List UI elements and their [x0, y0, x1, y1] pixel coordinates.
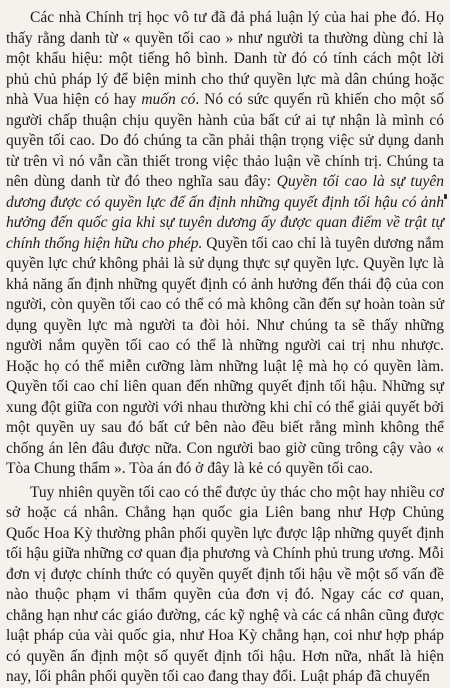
paragraph-1 — [6, 8, 444, 480]
page-speck — [444, 194, 447, 199]
body-text — [6, 8, 444, 688]
italic-run: Quyền tối cao là sự tuyên dương được có quyền lực để ấn định những quyết định tối hậu có ảnh hưởng đến quốc gia khi sự tuyên dương ấy được quan điểm về trật tự chính thống hiện hữu cho phép. — [6, 173, 444, 252]
italic-run: muốn có — [141, 91, 196, 108]
text-run: Tuy nhiên quyền tối cao có thể được ủy thác cho một hay nhiều cơ sở hoặc cá nhân. Chẳng hạn quốc gia Liên bang như Hợp Chủng Quốc Hoa Kỳ thường phân phối quyền lực được lập những quyết định tối hậu giữa những cơ quan địa phương và Chính phủ trung ương. Mỗi đơn vị được chính thức có quyền quyết định tối hậu về một số vấn đề nào thuộc phạm vi thẩm quyền của đơn vị đó. Ngay các cơ quan, chẳng hạn như các giáo đường, các kỹ nghệ và các cá nhân cũng được luật pháp của vài quốc gia, như Hoa Kỳ chẳng hạn, coi như hợp pháp có quyền ấn định một số quyết định tối hậu. Hơn nữa, nhất là hiện nay, lối phân phối quyền tối cao đang thay đổi. Luật pháp đã chuyển — [6, 483, 444, 685]
text-run: Quyền tối cao chỉ là tuyên dương nắm quyền lực chứ không phải là sử dụng thực sự quyền lực. Quyền lực là khả năng ấn định những quyết định có ảnh hưởng đến thái độ của con người, còn quyền tối cao có thể có mà không cần đến sự hoàn toàn sử dụng quyền lực mà người ta đòi hỏi. Như chúng ta sẽ thấy những người nắm quyền tối cao có thể là những người cai trị nhu nhược. Hoặc họ có thể miễn cưỡng làm những luật lệ mà họ có quyền làm. Quyền tối cao chỉ liên quan đến những quyết định tối hậu. Những sự xung đột giữa con người với nhau thường khi chỉ có thể giải quyết bởi một quyền uy sau đó bất cứ bên nào đều biết rằng mình không thể chống án lên đâu được nữa. Con người bao giờ cũng trông cậy vào « Tòa Chung thẩm ». Tòa án đó ở đây là kẻ có quyền tối cao. — [6, 234, 444, 477]
text-run: Các nhà Chính trị học vô tư đã đả phá luận lý của hai phe đó. Họ thấy rằng danh từ « quyền tối cao » như người ta thường dùng chỉ là một khẩu hiệu: một tiếng hô bình. Danh từ đó có tính cách một lời phủ chủ pháp lý để biện minh cho thứ quyền lực mà dân chúng hoặc nhà Vua hiện có hay — [6, 9, 444, 108]
paragraph-2 — [6, 483, 444, 688]
text-run: . Nó có sức quyến rũ khiến cho một số người chấp thuận chịu quyền hành của bất cứ ai tự nhận là mình có quyền tối cao. Do đó chúng ta cần phải thận trọng việc sử dụng danh từ trên vì nó vẫn cần thiết trong việc thảo luận về chính trị. Chúng ta nên dùng danh từ đó theo nghĩa sau đây: — [6, 91, 445, 190]
